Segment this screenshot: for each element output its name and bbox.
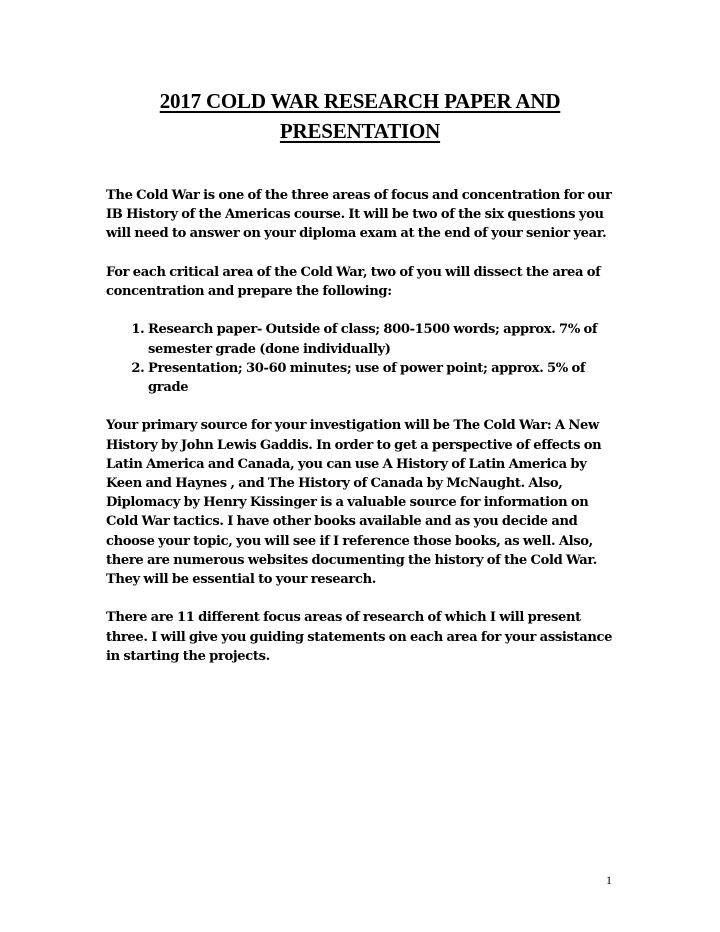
list-item-presentation: 2. Presentation; 30-60 minutes; use of power point; approx. 5% of grade <box>148 359 620 397</box>
deliverables-list <box>106 320 620 397</box>
intro-paragraph: The Cold War is one of the three areas of focus and concentration for our IB History of the Americas course. It will be two of the six questions you will need to answer on your diploma exam at the end of your senior year. <box>106 188 612 242</box>
title-line-1: 2017 COLD WAR RESEARCH PAPER AND <box>159 89 561 113</box>
focus-areas-paragraph: There are 11 different focus areas of research of which I will present three. I will give you guiding statements on each area for your assistance in starting the projects. <box>106 610 613 664</box>
title-line-2: PRESENTATION <box>279 119 441 143</box>
page-number: 1 <box>606 873 612 887</box>
list-item-research-paper: 1. Research paper- Outside of class; 800-1500 words; approx. 7% of semester grade (done individually) <box>148 320 620 358</box>
sources-paragraph: Your primary source for your investigation will be The Cold War: A New History by John Lewis Gaddis. In order to get a perspective of effects on Latin America and Canada, you can use A History of Latin America by Keen and Haynes , and The History of Canada by McNaught. Also, Diplomacy by Henry Kissinger is a valuable source for information on Cold War tactics. I have other books available and as you decide and choose your topic, you will see if I reference those books, as well. Also, there are numerous websites documenting the history of the Cold War. They will be essential to your research. <box>106 418 602 588</box>
document-body <box>106 186 620 685</box>
instructions-paragraph: For each critical area of the Cold War, two of you will dissect the area of concentration and prepare the following: <box>106 264 601 299</box>
page-title <box>90 86 630 146</box>
